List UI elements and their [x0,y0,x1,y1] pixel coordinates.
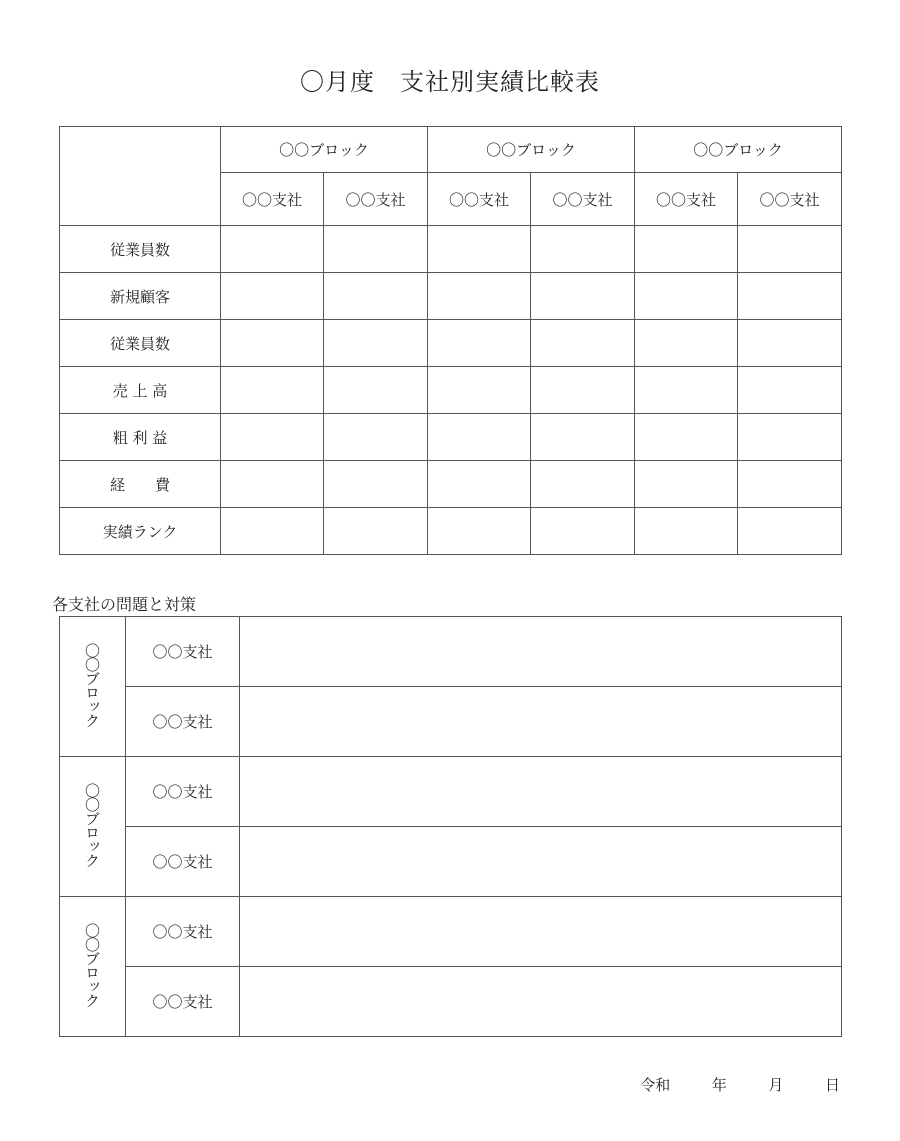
issues-section-heading: 各支社の問題と対策 [52,595,197,614]
date-line [640,1074,840,1095]
data-cell[interactable] [738,508,842,555]
table-row [60,897,842,967]
issue-entry-cell[interactable] [240,617,842,687]
branch-header: 〇〇支社 [324,173,428,226]
data-cell[interactable] [531,461,635,508]
row-label: 経 費 [60,461,221,508]
block-label: 〇〇ブロック [83,782,101,867]
data-cell[interactable] [221,414,324,461]
data-cell[interactable] [531,226,635,273]
data-cell[interactable] [531,320,635,367]
table-row [60,687,842,757]
date-day: 日 [824,1076,840,1094]
data-cell[interactable] [221,367,324,414]
table-row [60,967,842,1037]
branch-label: 〇〇支社 [126,897,240,967]
data-cell[interactable] [324,367,428,414]
branch-label: 〇〇支社 [126,617,240,687]
data-cell[interactable] [738,320,842,367]
data-cell[interactable] [531,508,635,555]
data-cell[interactable] [531,414,635,461]
issue-entry-cell[interactable] [240,897,842,967]
data-cell[interactable] [428,367,531,414]
date-era: 令和 [640,1076,671,1094]
block-label-cell [60,897,126,1037]
data-cell[interactable] [221,320,324,367]
data-cell[interactable] [635,414,738,461]
data-cell[interactable] [635,320,738,367]
block-label-cell [60,757,126,897]
row-label: 従業員数 [60,226,221,273]
issues-countermeasures-table [59,616,842,1037]
data-cell[interactable] [428,461,531,508]
branch-header: 〇〇支社 [738,173,842,226]
performance-comparison-table [59,126,842,555]
block-header-row [60,127,842,173]
row-label: 粗 利 益 [60,414,221,461]
table-row [60,508,842,555]
block-label-cell [60,617,126,757]
row-label: 実績ランク [60,508,221,555]
issue-entry-cell[interactable] [240,687,842,757]
data-cell[interactable] [738,367,842,414]
data-cell[interactable] [324,273,428,320]
table-row [60,757,842,827]
table-row [60,461,842,508]
data-cell[interactable] [428,273,531,320]
branch-label: 〇〇支社 [126,827,240,897]
table-row [60,226,842,273]
data-cell[interactable] [738,226,842,273]
data-cell[interactable] [635,273,738,320]
branch-header: 〇〇支社 [428,173,531,226]
data-cell[interactable] [635,226,738,273]
data-cell[interactable] [221,508,324,555]
branch-label: 〇〇支社 [126,687,240,757]
block-label: 〇〇ブロック [83,922,101,1007]
table-row [60,827,842,897]
data-cell[interactable] [221,273,324,320]
table-row [60,367,842,414]
data-cell[interactable] [324,508,428,555]
data-cell[interactable] [324,414,428,461]
data-cell[interactable] [221,461,324,508]
date-month: 月 [768,1076,784,1094]
block-header: 〇〇ブロック [428,127,635,173]
issue-entry-cell[interactable] [240,967,842,1037]
data-cell[interactable] [324,226,428,273]
issue-entry-cell[interactable] [240,757,842,827]
table-row [60,273,842,320]
data-cell[interactable] [428,320,531,367]
row-label: 売 上 高 [60,367,221,414]
data-cell[interactable] [428,508,531,555]
data-cell[interactable] [635,367,738,414]
data-cell[interactable] [324,461,428,508]
issue-entry-cell[interactable] [240,827,842,897]
table-row [60,414,842,461]
corner-cell [60,127,221,226]
data-cell[interactable] [428,414,531,461]
data-cell[interactable] [635,461,738,508]
block-label: 〇〇ブロック [83,642,101,727]
row-label: 従業員数 [60,320,221,367]
date-year: 年 [711,1076,727,1094]
data-cell[interactable] [738,273,842,320]
data-cell[interactable] [324,320,428,367]
branch-header: 〇〇支社 [635,173,738,226]
branch-label: 〇〇支社 [126,757,240,827]
data-cell[interactable] [531,273,635,320]
data-cell[interactable] [428,226,531,273]
data-cell[interactable] [221,226,324,273]
data-cell[interactable] [635,508,738,555]
table-row [60,320,842,367]
branch-header: 〇〇支社 [531,173,635,226]
data-cell[interactable] [531,367,635,414]
block-header: 〇〇ブロック [221,127,428,173]
data-cell[interactable] [738,461,842,508]
branch-label: 〇〇支社 [126,967,240,1037]
row-label: 新規顧客 [60,273,221,320]
table-row [60,617,842,687]
data-cell[interactable] [738,414,842,461]
branch-header: 〇〇支社 [221,173,324,226]
page-title: 〇月度 支社別実績比較表 [300,68,600,96]
block-header: 〇〇ブロック [635,127,842,173]
